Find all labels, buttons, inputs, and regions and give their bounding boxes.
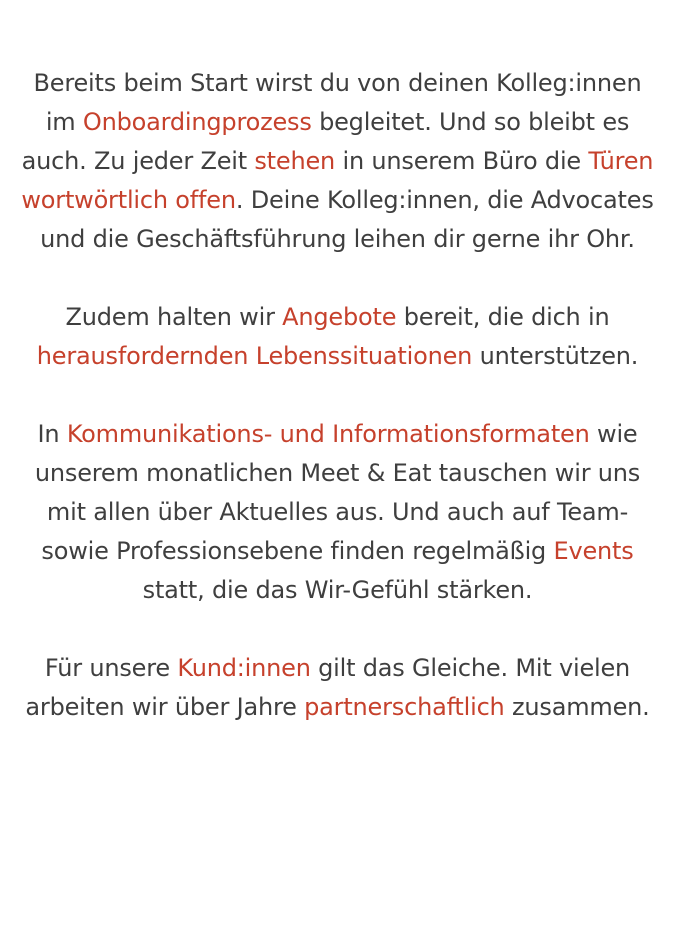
text-segment: zusammen. [504, 693, 650, 721]
text-segment: begleitet. Und so bleibt es auch. Zu jeder Zeit [21, 108, 630, 175]
text-segment: statt, die das Wir-Gefühl stärken. [142, 576, 533, 604]
paragraph-kundinnen [18, 649, 657, 727]
highlight-stehen: stehen [254, 147, 336, 175]
text-segment: Zudem halten wir [65, 303, 283, 331]
paragraph-angebote [18, 298, 657, 376]
paragraph-onboarding [18, 64, 657, 259]
text-segment: unterstützen. [472, 342, 639, 370]
highlight-lebenssituationen: herausfordernden Lebenssituationen [36, 342, 473, 370]
paragraph-formate [18, 415, 657, 610]
text-segment: Für unsere [44, 654, 178, 682]
highlight-tueren-offen: Türen wortwörtlich offen [21, 147, 654, 214]
highlight-events: Events [553, 537, 634, 565]
highlight-partnerschaftlich: partnerschaftlich [304, 693, 505, 721]
text-segment: in unserem Büro die [335, 147, 589, 175]
highlight-angebote: Angebote [282, 303, 397, 331]
text-segment: wie unserem monatlichen Meet & Eat tauschen wir uns mit allen über Aktuelles aus. Und auch auf Team- sowie Professionsebene finden regelmäßig [34, 420, 641, 565]
highlight-kundinnen: Kund:innen [177, 654, 311, 682]
text-segment: Bereits beim Start wirst du von deinen Kolleg:innen im [33, 69, 642, 136]
text-segment: gilt das Gleiche. Mit vielen arbeiten wir über Jahre [25, 654, 631, 721]
text-segment: In [37, 420, 67, 448]
text-segment: bereit, die dich in [396, 303, 610, 331]
highlight-onboardingprozess: Onboardingprozess [82, 108, 312, 136]
text-segment: . Deine Kolleg:innen, die Advocates und die Geschäftsführung leihen dir gerne ihr Ohr. [40, 186, 654, 253]
highlight-kommunikationsformate: Kommunikations- und Informationsformaten [66, 420, 590, 448]
